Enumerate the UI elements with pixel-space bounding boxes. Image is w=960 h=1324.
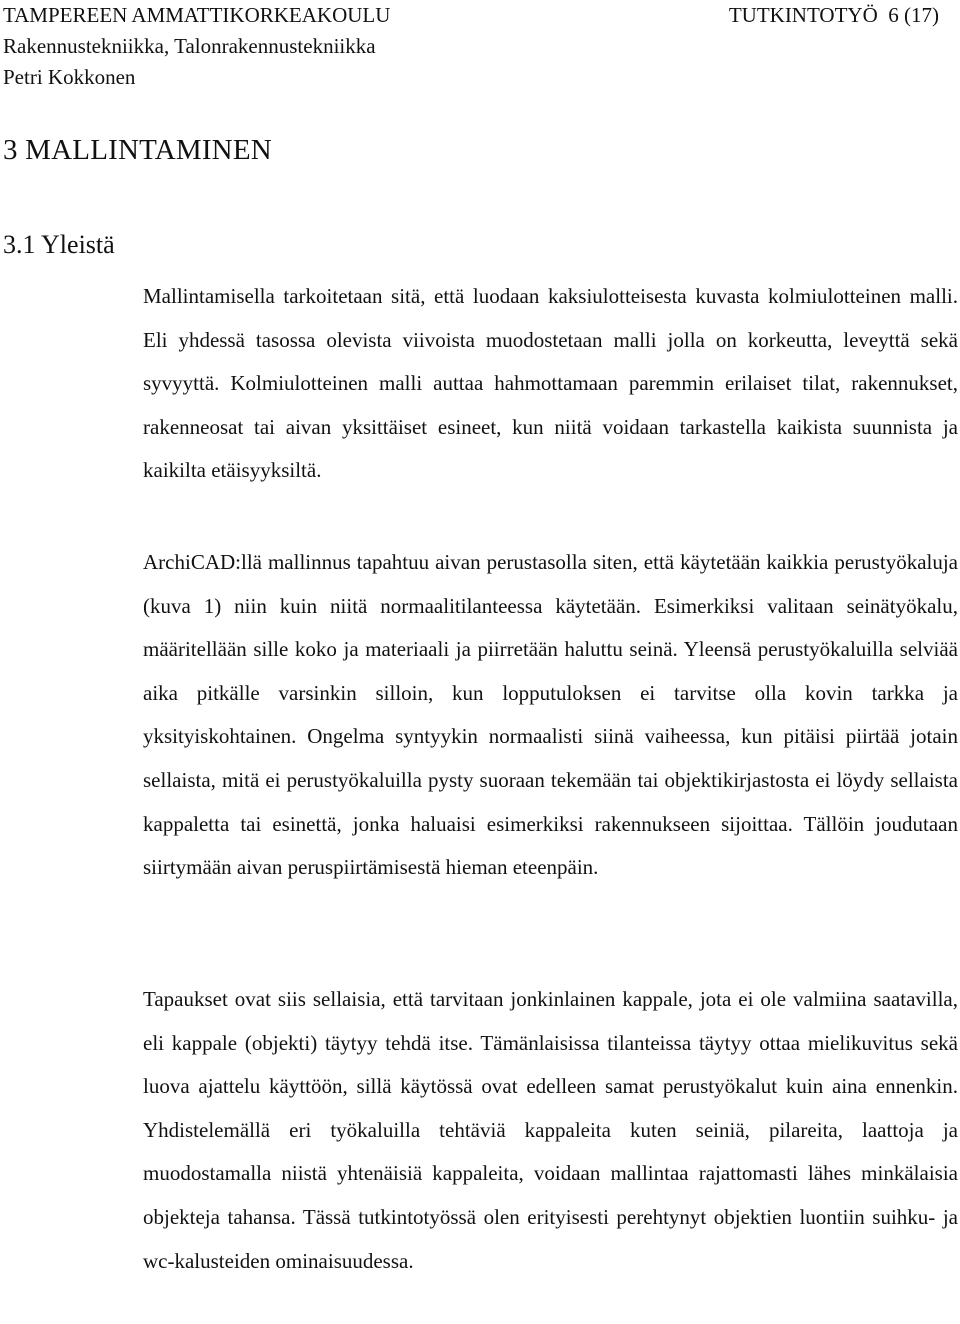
- institution-name: TAMPEREEN AMMATTIKORKEAKOULU: [3, 3, 391, 27]
- document-info: [729, 0, 953, 31]
- subsection-heading: 3.1 Yleistä: [3, 230, 115, 259]
- author-name: Petri Kokkonen: [3, 65, 136, 89]
- paragraph-3: Tapaukset ovat siis sellaisia, että tarvitaan jonkinlainen kappale, jota ei ole valmiina saatavilla, eli kappale (objekti) täytyy tehdä itse. Tämänlaisissa tilanteissa täytyy ottaa mielikuvitus sekä luova ajattelu käyttöön, sillä käytössä ovat edelleen samat perustyökalut kuin aina ennenkin. Yhdistelemällä eri työkaluilla tehtäviä kappaleita kuten seiniä, pilareita, laattoja ja muodostamalla niistä yhtenäisiä kappaleita, voidaan mallintaa rajattomasti lähes minkälaisia objekteja tahansa. Tässä tutkintotyössä olen erityisesti perehtynyt objektien luontiin suihku- ja wc-kalusteiden ominaisuudessa.: [143, 987, 958, 1273]
- page-number: 6 (17): [888, 3, 939, 27]
- page-header: [3, 0, 953, 93]
- department-name: Rakennustekniikka, Talonrakennustekniikka: [3, 34, 376, 58]
- paragraph-2: ArchiCAD:llä mallinnus tapahtuu aivan perustasolla siten, että käytetään kaikkia perustyökaluja (kuva 1) niin kuin niitä normaalitilanteessa käytetään. Esimerkiksi valitaan seinätyökalu, määritellään sille koko ja materiaali ja piirretään haluttu seinä. Yleensä perustyökaluilla selviää aika pitkälle varsinkin silloin, kun lopputuloksen ei tarvitse olla kovin tarkka ja yksityiskohtainen. Ongelma syntyykin normaalisti siinä vaiheessa, kun pitäisi piirtää jotain sellaista, mitä ei perustyökaluilla pysty suoraan tekemään tai objektikirjastosta ei löydy sellaista kappaletta tai esinettä, jonka haluaisi esimerkiksi rakennukseen sijoittaa. Tällöin joudutaan siirtymään aivan peruspiirtämisestä hieman eteenpäin.: [143, 550, 958, 880]
- section-heading: 3 MALLINTAMINEN: [3, 134, 272, 166]
- document-type: TUTKINTOTYÖ: [728, 3, 878, 27]
- header-top-row: [3, 0, 953, 31]
- paragraph-1: Mallintamisella tarkoitetaan sitä, että luodaan kaksiulotteisesta kuvasta kolmiulotteinen malli. Eli yhdessä tasossa olevista viivoista muodostetaan malli jolla on korkeutta, leveyttä sekä syvyyttä. Kolmiulotteinen malli auttaa hahmottamaan paremmin erilaiset tilat, rakennukset, rakenneosat tai aivan yksittäiset esineet, kun niitä voidaan tarkastella kaikista suunnista ja kaikilta etäisyyksiltä.: [143, 284, 958, 483]
